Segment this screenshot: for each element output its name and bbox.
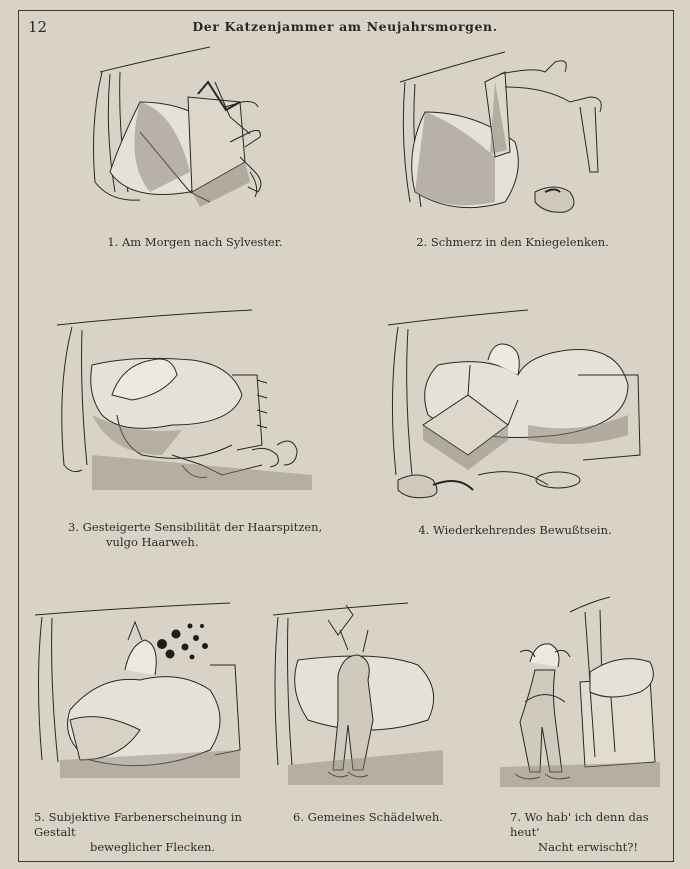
floating-spots-icon xyxy=(157,624,208,660)
panel-3-caption-line-1: 3. Gesteigerte Sensibilität der Haarspitzen, xyxy=(68,520,323,534)
panel-4-caption: 4. Wiederkehrendes Bewußtsein. xyxy=(418,523,612,537)
page-title: Der Katzenjammer am Neujahrsmorgen. xyxy=(192,19,498,34)
panel-3-caption xyxy=(68,520,328,550)
page-number: 12 xyxy=(28,18,48,36)
panel-3-caption-line-2: vulgo Haarweh. xyxy=(106,535,199,549)
illustration-man-sitting-icon xyxy=(268,600,453,790)
panel-1-illustration xyxy=(80,42,310,217)
illustration-legs-over-bed-icon xyxy=(80,42,310,217)
panel-2-illustration xyxy=(395,42,625,222)
panel-7-caption xyxy=(510,810,670,855)
illustration-man-waking-icon xyxy=(378,305,648,505)
panel-7-caption-line-1: 7. Wo hab' ich denn das heut' xyxy=(510,810,649,839)
panel-5-illustration xyxy=(30,600,245,780)
illustration-man-dressing-icon xyxy=(490,592,665,792)
panel-3-illustration xyxy=(52,305,322,495)
illustration-legs-raised-icon xyxy=(395,42,625,222)
panel-5-caption xyxy=(34,810,274,855)
illustration-floating-spots-icon xyxy=(30,600,245,780)
panel-2-caption: 2. Schmerz in den Kniegelenken. xyxy=(416,235,609,249)
panel-5-caption-line-2: beweglicher Flecken. xyxy=(90,840,216,854)
panel-6-caption: 6. Gemeines Schädelweh. xyxy=(293,810,443,824)
panel-6-illustration xyxy=(268,600,453,790)
illustration-man-in-bed-icon xyxy=(52,305,322,495)
panel-7-illustration xyxy=(490,592,665,792)
panel-4-illustration xyxy=(378,305,648,505)
panel-5-caption-line-1: 5. Subjektive Farbenerscheinung in Gestalt xyxy=(34,810,242,839)
panel-7-caption-line-2: Nacht erwischt?! xyxy=(538,840,639,854)
panel-1-caption: 1. Am Morgen nach Sylvester. xyxy=(107,235,283,249)
